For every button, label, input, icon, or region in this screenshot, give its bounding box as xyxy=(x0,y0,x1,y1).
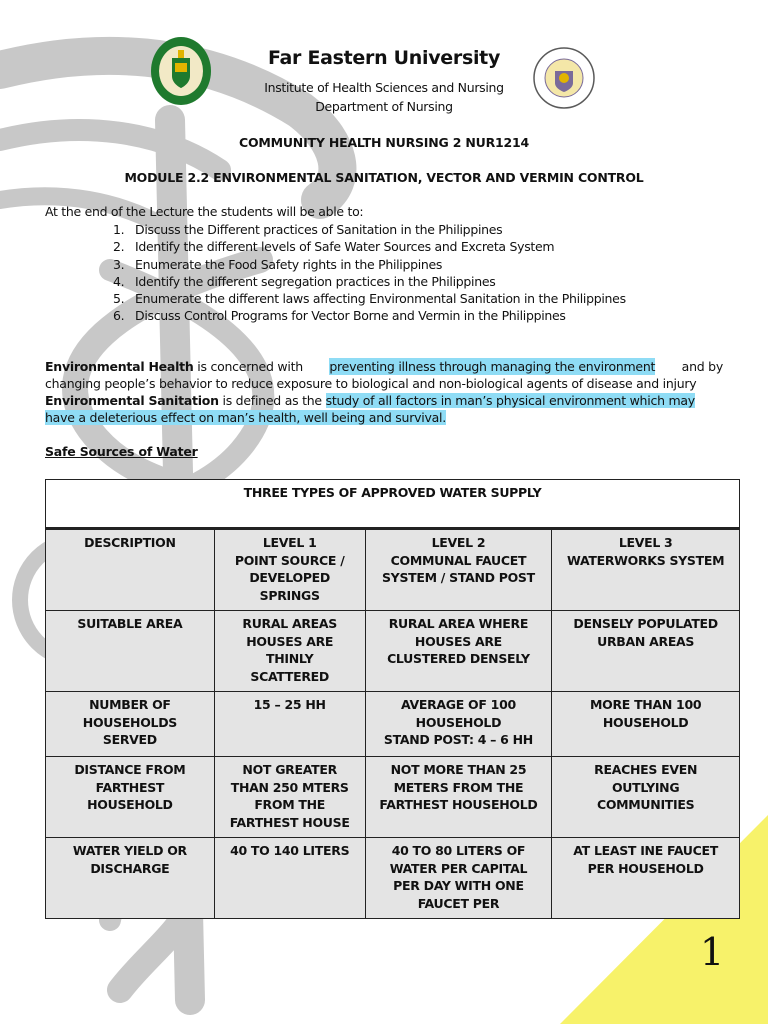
module-title: MODULE 2.2 ENVIRONMENTAL SANITATION, VECTOR AND VERMIN CONTROL xyxy=(124,170,644,185)
environmental-sanitation-definition: Environmental Sanitation is defined as the study of all factors in man’s physical environment which may have a deleterious effect on man’s health, well being and survival. xyxy=(45,393,695,425)
highlighted-phrase: preventing illness through managing the environment xyxy=(329,359,656,374)
row-header-cell: SUITABLE AREA xyxy=(46,611,215,692)
course-title: COMMUNITY HEALTH NURSING 2 NUR1214 xyxy=(238,135,530,150)
department-name: Department of Nursing xyxy=(315,99,453,114)
table-cell: AT LEAST INE FAUCET PER HOUSEHOLD xyxy=(552,838,740,919)
table-row xyxy=(46,692,740,757)
environmental-health-definition: Environmental Health is concerned with preventing illness through managing the environment and by changing people’s behavior to reduce exposure to biological and non-biological agents of disease and injury xyxy=(45,359,723,391)
table-cell: 40 TO 80 LITERS OF WATER PER CAPITAL PER DAY WITH ONE FAUCET PER xyxy=(365,838,552,919)
table-cell: LEVEL 3 WATERWORKS SYSTEM xyxy=(552,529,740,611)
table-cell: MORE THAN 100 HOUSEHOLD xyxy=(552,692,740,757)
table-title: THREE TYPES OF APPROVED WATER SUPPLY xyxy=(46,480,740,529)
table-cell: LEVEL 1 POINT SOURCE / DEVELOPED SPRINGS xyxy=(214,529,365,611)
objective-item: 4. Identify the different segregation practices in the Philippines xyxy=(113,273,496,289)
table-row xyxy=(46,838,740,919)
table-cell: NOT GREATER THAN 250 MTERS FROM THE FARTHEST HOUSE xyxy=(214,757,365,838)
table-cell: LEVEL 2 COMMUNAL FAUCET SYSTEM / STAND POST xyxy=(365,529,552,611)
table-cell: AVERAGE OF 100 HOUSEHOLD STAND POST: 4 – 6 HH xyxy=(365,692,552,757)
objective-item: 1. Discuss the Different practices of Sanitation in the Philippines xyxy=(113,222,503,237)
objective-item: 5. Enumerate the different laws affecting Environmental Sanitation in the Philippines xyxy=(113,291,626,307)
row-header-cell: WATER YIELD OR DISCHARGE xyxy=(46,838,215,919)
table-row xyxy=(46,529,740,611)
objective-item: 2. Identify the different levels of Safe Water Sources and Excreta System xyxy=(113,239,555,255)
table-cell: NOT MORE THAN 25 METERS FROM THE FARTHEST HOUSEHOLD xyxy=(365,757,552,838)
objective-item: 6. Discuss Control Programs for Vector Borne and Vermin in the Philippines xyxy=(113,308,566,324)
row-header-cell: DESCRIPTION xyxy=(46,529,215,611)
objective-item: 3. Enumerate the Food Safety rights in the Philippines xyxy=(113,256,443,272)
section-heading: Safe Sources of Water xyxy=(45,444,198,459)
page-number: 1 xyxy=(700,930,725,974)
table-cell: RURAL AREA WHERE HOUSES ARE CLUSTERED DENSELY xyxy=(365,611,552,692)
institute-name: Institute of Health Sciences and Nursing xyxy=(264,80,504,95)
table-row xyxy=(46,611,740,692)
table-cell: REACHES EVEN OUTLYING COMMUNITIES xyxy=(552,757,740,838)
table-cell: DENSELY POPULATED URBAN AREAS xyxy=(552,611,740,692)
objectives-intro: At the end of the Lecture the students will be able to: xyxy=(45,204,364,219)
table-cell: 15 – 25 HH xyxy=(214,692,365,757)
table-row xyxy=(46,757,740,838)
table-cell: RURAL AREAS HOUSES ARE THINLY SCATTERED xyxy=(214,611,365,692)
row-header-cell: NUMBER OF HOUSEHOLDS SERVED xyxy=(46,692,215,757)
table-cell: 40 TO 140 LITERS xyxy=(214,838,365,919)
row-header-cell: DISTANCE FROM FARTHEST HOUSEHOLD xyxy=(46,757,215,838)
objectives-list xyxy=(113,221,626,325)
water-supply-table xyxy=(45,479,740,919)
university-name: Far Eastern University xyxy=(267,47,501,69)
highlighted-phrase: study of all factors in man’s physical environment which may have a deleterious effect on man’s health, well being and survival. xyxy=(45,393,695,425)
